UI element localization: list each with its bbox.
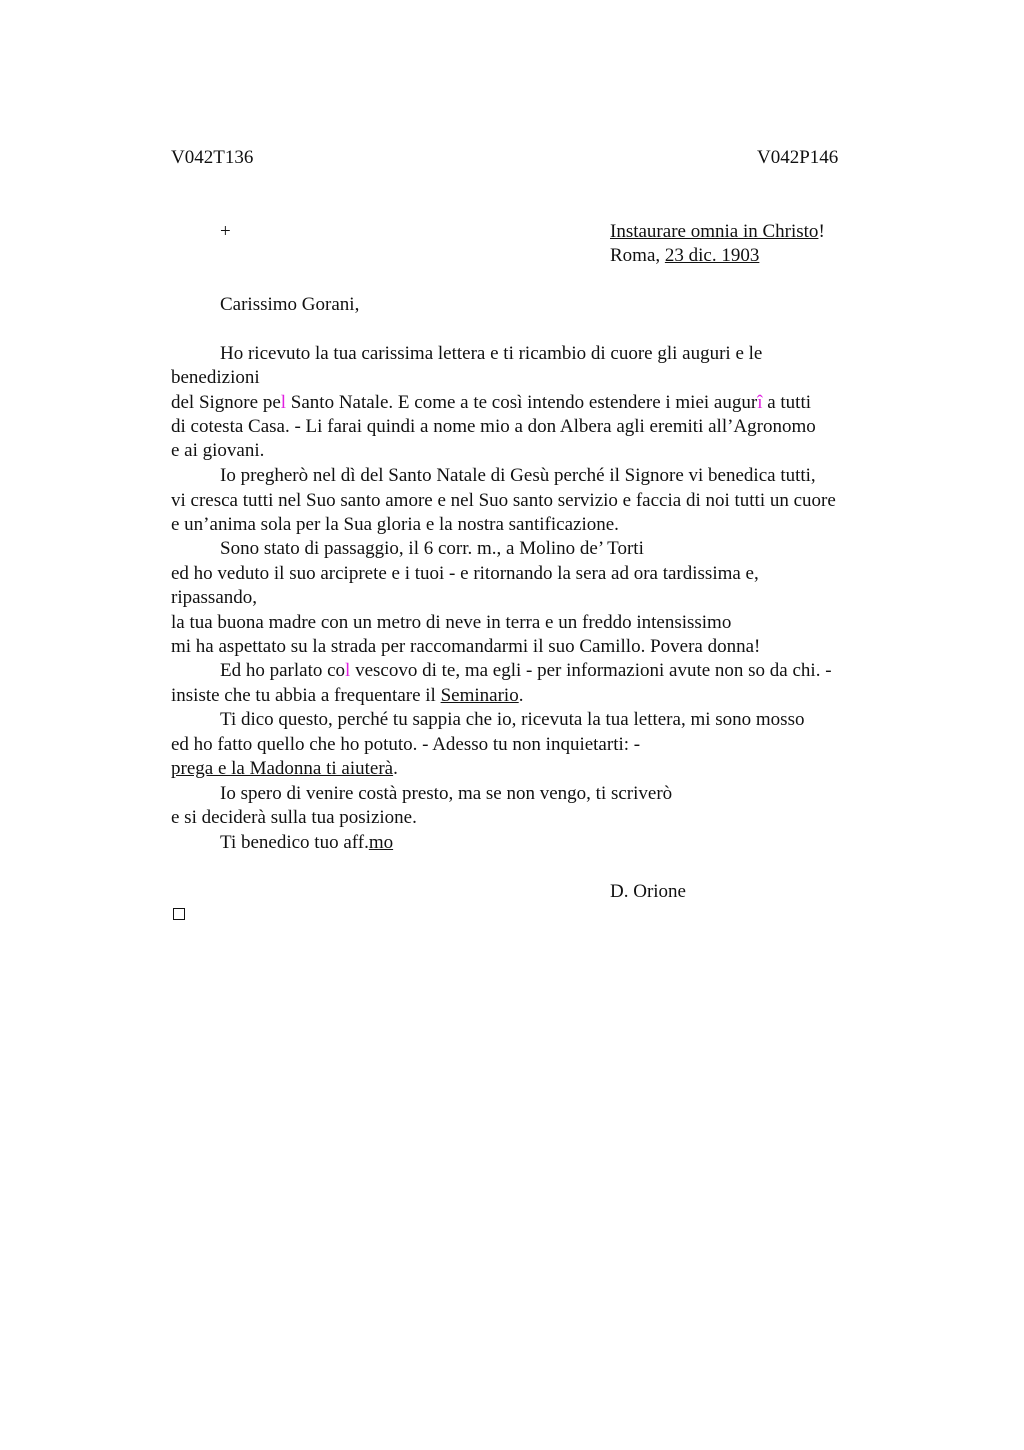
body-line: e ai giovani. xyxy=(171,440,265,461)
signature: D. Orione xyxy=(610,881,686,902)
end-box-icon xyxy=(173,908,185,920)
body-line: la tua buona madre con un metro di neve in terra e un freddo intensissimo xyxy=(171,612,732,633)
correction-mark: l xyxy=(280,392,287,413)
body-line: Io spero di venire costà presto, ma se non vengo, ti scriverò xyxy=(220,783,673,804)
underlined-word: mo xyxy=(368,832,394,853)
body-line: e si deciderà sulla tua posizione. xyxy=(171,807,417,828)
date: 23 dic. 1903 xyxy=(664,245,760,266)
motto xyxy=(610,220,825,244)
text-segment: Ed ho parlato co xyxy=(220,660,346,681)
body-line: mi ha aspettato su la strada per raccomandarmi il suo Camillo. Povera donna! xyxy=(171,636,761,657)
body-line xyxy=(220,831,393,855)
body-line: Sono stato di passaggio, il 6 corr. m., a Molino de’ Torti xyxy=(220,538,644,559)
place: Roma, xyxy=(610,245,665,266)
body-line: ed ho fatto quello che ho potuto. - Adesso tu non inquietarti: - xyxy=(171,734,641,755)
text-segment: vescovo di te, ma egli - per informazioni avute non so da chi. - xyxy=(350,660,832,681)
body-line: e un’anima sola per la Sua gloria e la nostra santificazione. xyxy=(171,514,619,535)
underlined-phrase: prega e la Madonna ti aiuterà xyxy=(171,758,394,779)
correction-mark: l xyxy=(345,660,351,681)
body-line: Io pregherò nel dì del Santo Natale di Gesù perché il Signore vi benedica tutti, xyxy=(220,465,816,486)
body-line: vi cresca tutti nel Suo santo amore e nel Suo santo servizio e faccia di noi tutti un cuore xyxy=(171,490,836,511)
text-segment: insiste che tu abbia a frequentare il xyxy=(171,685,441,706)
body-line xyxy=(171,391,811,415)
text-segment: del Signore pe xyxy=(171,392,281,413)
body-line: ripassando, xyxy=(171,587,258,608)
motto-punct: ! xyxy=(818,221,825,242)
body-line xyxy=(171,684,523,708)
right-code: V042P146 xyxy=(757,147,839,168)
text-segment: Santo Natale. E come a te così intendo estendere i miei augur xyxy=(286,392,758,413)
underlined-word: Seminario xyxy=(440,685,519,706)
body-line: di cotesta Casa. - Li farai quindi a nome mio a don Albera agli eremiti all’Agronomo xyxy=(171,416,816,437)
body-line: Ti dico questo, perché tu sappia che io, ricevuta la tua lettera, mi sono mosso xyxy=(220,709,805,730)
motto-text: Instaurare omnia in Christo xyxy=(610,221,819,242)
body-line: benedizioni xyxy=(171,367,260,388)
left-code: V042T136 xyxy=(171,147,254,168)
body-line xyxy=(171,757,398,781)
text-segment: . xyxy=(393,758,398,779)
place-date xyxy=(610,244,759,268)
body-line: ed ho veduto il suo arciprete e i tuoi - e ritornando la sera ad ora tardissima e, xyxy=(171,563,759,584)
text-segment: . xyxy=(518,685,524,706)
text-segment: Ti benedico tuo aff. xyxy=(220,832,369,853)
correction-mark: î xyxy=(757,392,763,413)
salutation: Carissimo Gorani, xyxy=(220,294,360,315)
cross-symbol: + xyxy=(220,221,231,242)
text-segment: a tutti xyxy=(762,392,812,413)
body-line xyxy=(220,659,832,683)
body-line: Ho ricevuto la tua carissima lettera e ti ricambio di cuore gli auguri e le xyxy=(220,343,763,364)
